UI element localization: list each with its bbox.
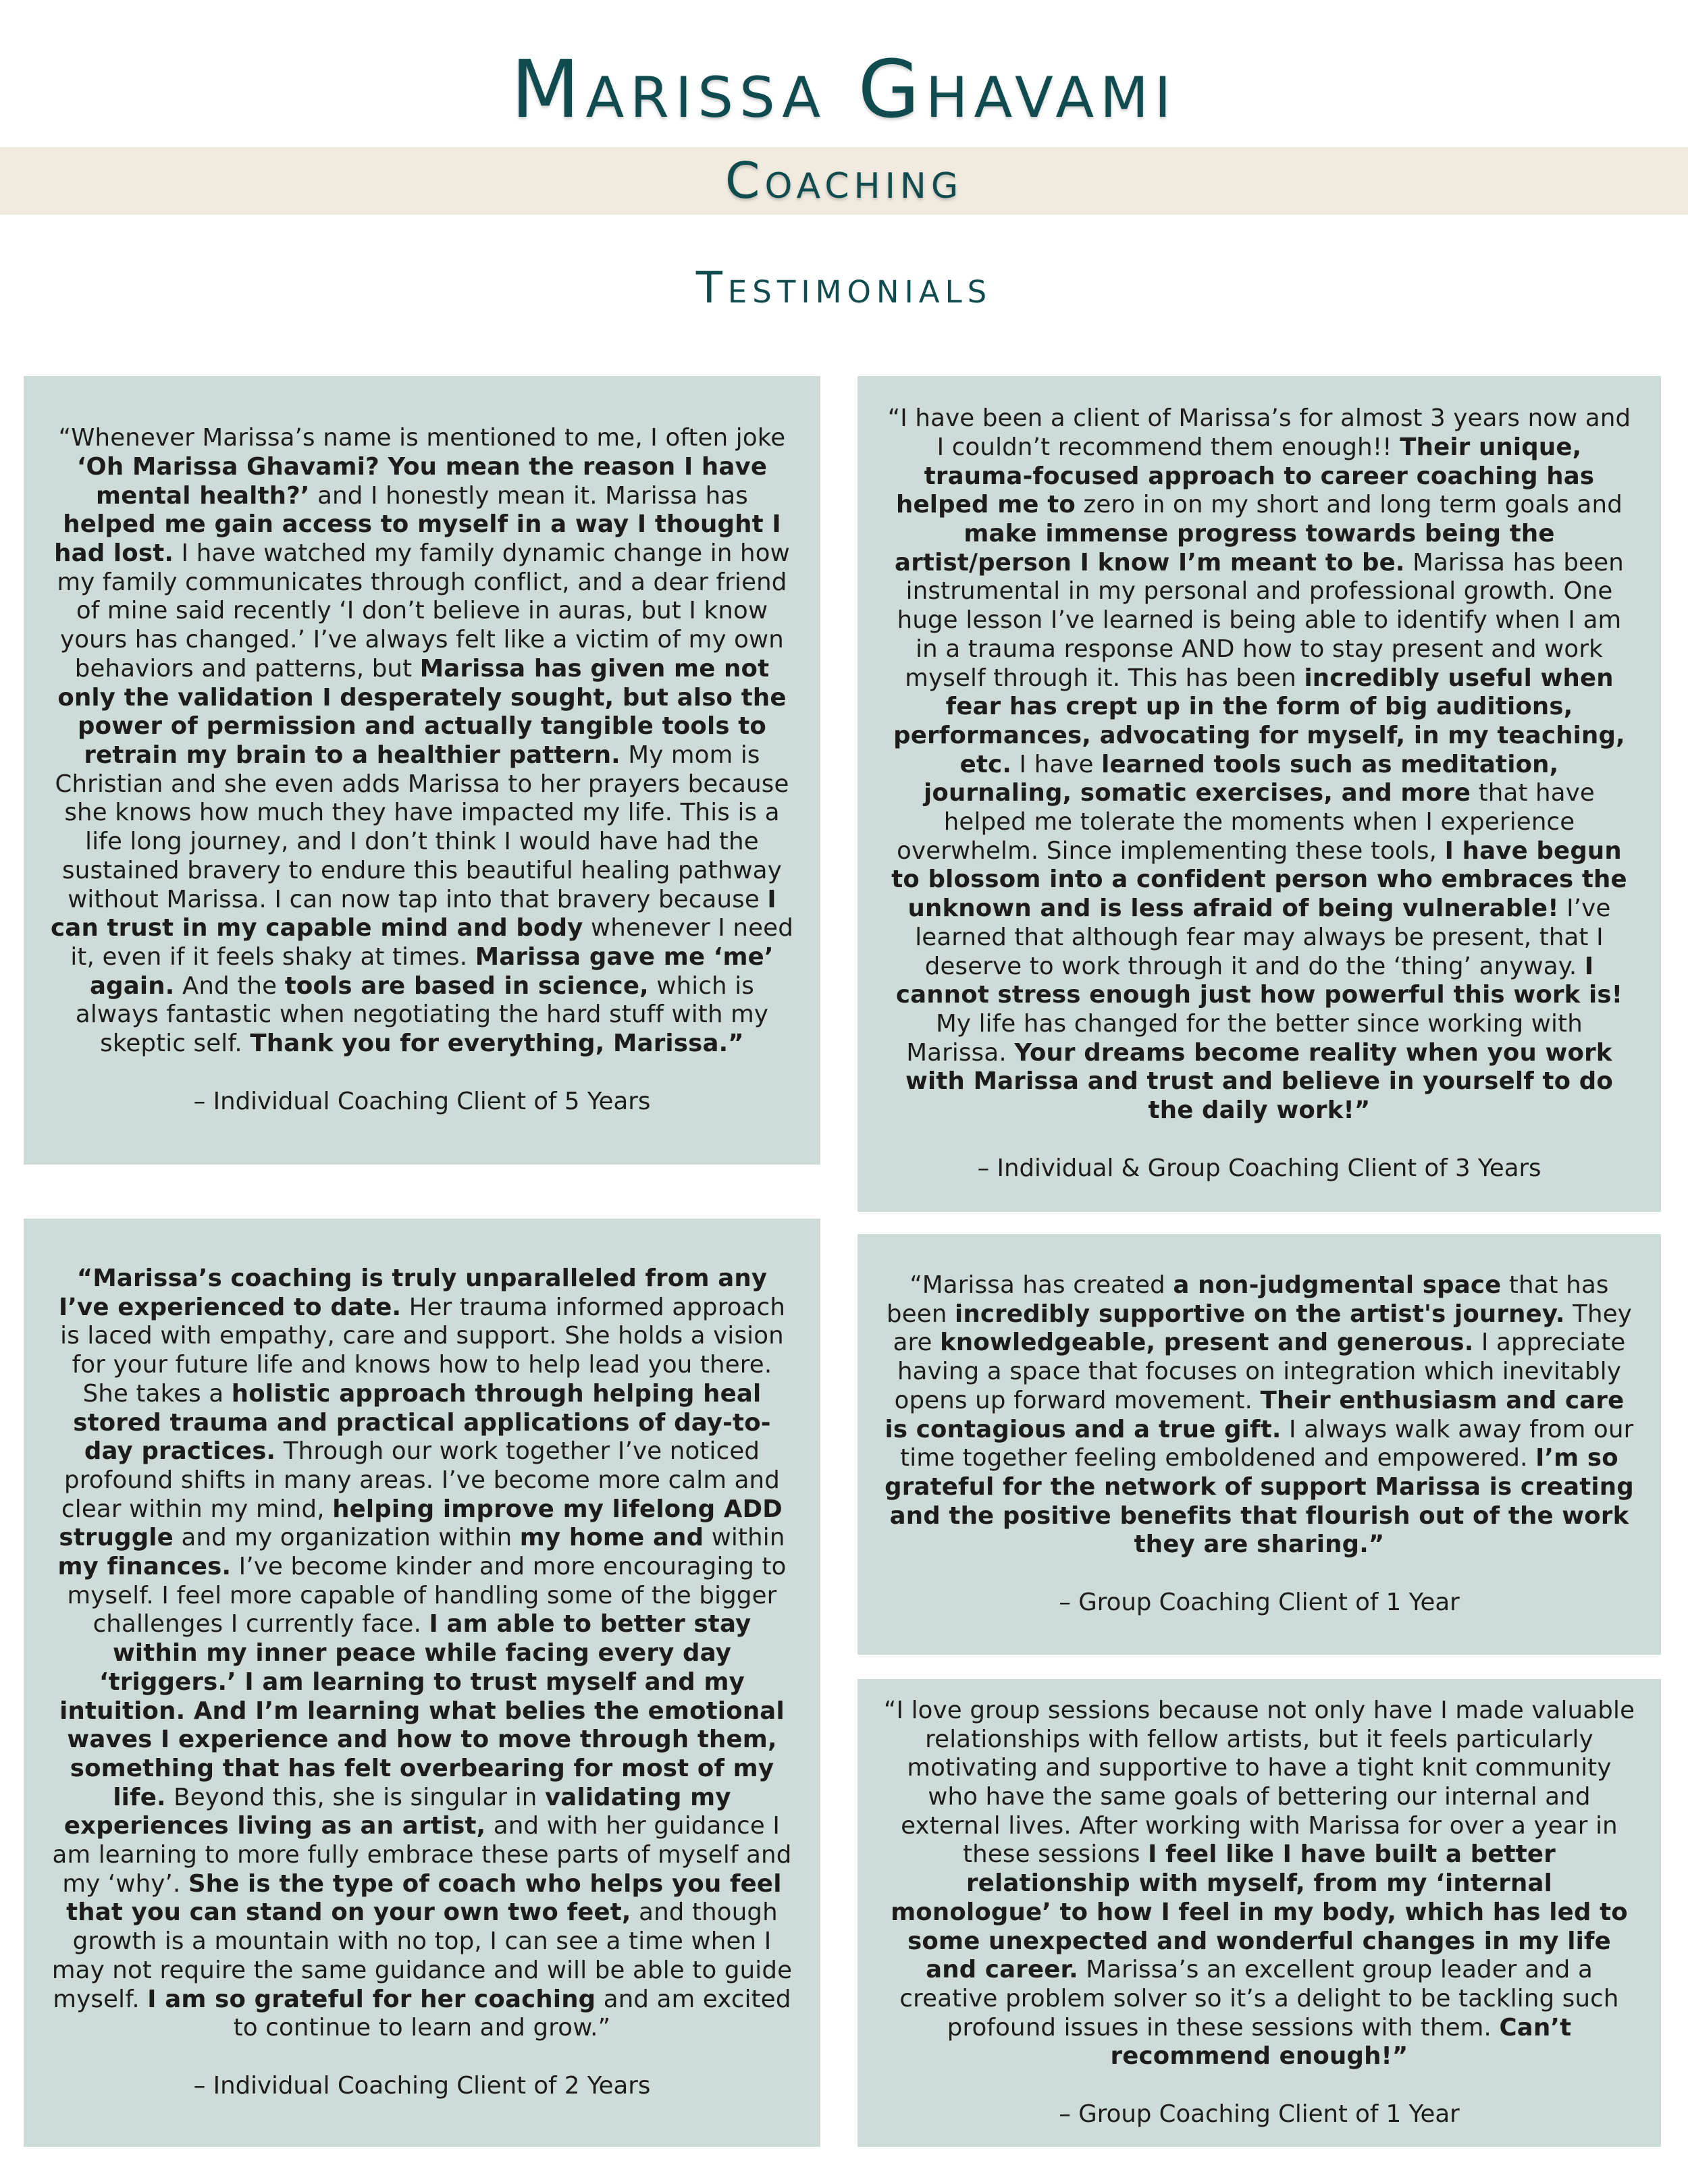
quote-emphasis: I am able to better stay within my inner peace while facing every day ‘triggers.’ I am learning to trust myself and my intuition. And I’m learning what belies the emotional waves I experience and how to move through them, something that has felt overbearing for most of my life. xyxy=(59,1610,785,1811)
quote-text: and though growth is a mountain with no top, I can see a time when I may not require the same guidance and will be able to guide myself. xyxy=(51,1898,793,2013)
testimonial-quote xyxy=(883,1697,1635,2071)
quote-emphasis: a non-judgmental space xyxy=(1173,1271,1502,1299)
quote-text: within xyxy=(704,1524,785,1552)
quote-emphasis: I can trust in my capable mind and body xyxy=(51,885,776,942)
quote-emphasis: I am so grateful for her coaching xyxy=(147,1985,596,2013)
quote-text: Through our work together I’ve noticed profound shifts in many areas. I’ve become more calm and clear within my mind, xyxy=(61,1437,780,1523)
quote-text: I always walk away from our time together feeling emboldened and empowered. xyxy=(900,1415,1634,1472)
quote-text: Beyond this, she is singular in xyxy=(165,1783,545,1811)
quote-emphasis: I feel like I have built a better relationship with myself, from my ‘internal monologue’ to how I feel in my body, which has led to some unexpected and wonderful changes in my life and career. xyxy=(891,1840,1628,1984)
quote-emphasis: incredibly supportive on the artist's journey. xyxy=(955,1300,1565,1328)
testimonial-quote xyxy=(49,424,795,1058)
quote-emphasis: Marissa has given me not only the validation I desperately sought, but also the power of permission and actually tangible tools to retrain my brain to a healthier pattern. xyxy=(57,654,787,769)
quote-text: I’ve learned that although fear may always be present, that I deserve to work through it and do the ‘thing’ anyway. xyxy=(915,895,1611,980)
quote-text: Marissa has been instrumental in my personal and professional growth. One huge lesson I’ve learned is being able to identify when I am in a trauma response AND how to stay present and work myself through it. This has been xyxy=(897,548,1624,692)
quote-text: I have xyxy=(1011,750,1102,778)
quote-emphasis: I cannot stress enough just how powerful this work is! xyxy=(895,952,1623,1009)
quote-text: and am excited to continue to learn and grow.” xyxy=(233,1985,791,2042)
quote-text: I’ve become kinder and more encouraging to myself. I feel more capable of handling some of the bigger challenges I currently face. xyxy=(67,1553,787,1639)
quote-emphasis: my finances. xyxy=(57,1553,232,1581)
quote-emphasis: tools are based in science, xyxy=(284,971,649,1000)
testimonial-quote xyxy=(883,404,1635,1125)
quote-text: which is always fantastic when negotiating the hard stuff with my skeptic self. xyxy=(75,971,769,1058)
quote-emphasis: Your dreams become reality when you work with Marissa and trust and believe in yourself to do the daily work!” xyxy=(905,1038,1613,1125)
quote-text: I appreciate having a space that focuses on integration which inevitably opens up forward movement. xyxy=(894,1329,1626,1414)
quote-emphasis: make immense progress towards being the artist/person I know I’m meant to be. xyxy=(895,520,1555,577)
quote-text: “I have been a client of Marissa’s for almost 3 years now and I couldn’t recommend them enough!! xyxy=(887,404,1631,461)
quote-text: Her trauma informed approach is laced with empathy, care and support. She holds a vision for your future life and knows how to help lead you there. She takes a xyxy=(60,1293,786,1408)
quote-text: And the xyxy=(174,971,285,1000)
testimonial-card xyxy=(858,1234,1661,1655)
testimonial-attribution: – Individual Coaching Client of 5 Years xyxy=(193,1087,651,1115)
quote-emphasis: my home and xyxy=(519,1524,704,1552)
quote-text: zero in on my short and long term goals and xyxy=(1076,491,1623,519)
quote-text: My mom is Christian and she even adds Marissa to her prayers because she knows how much they have impacted my life. This is a life long journey, and I don’t think I would have had the sustained bravery to endure this beautiful healing pathway without Marissa. I can now tap into that bravery because xyxy=(55,741,789,913)
quote-emphasis: Marissa gave me ‘me’ again. xyxy=(90,942,774,1000)
quote-text: and with her guidance I am learning to more fully embrace these parts of myself and my ‘why’. xyxy=(52,1812,792,1898)
quote-emphasis: I’m so grateful for the network of support Marissa is creating and the positive benefits that flourish out of the work they are sharing.” xyxy=(885,1444,1634,1559)
brand-name: Marissa Ghavami xyxy=(510,43,1178,136)
quote-text: They are xyxy=(893,1300,1632,1357)
quote-emphasis: validating my experiences living as an artist, xyxy=(63,1783,731,1840)
quote-emphasis: knowledgeable, present and generous. xyxy=(940,1329,1474,1357)
quote-text: and I honestly mean it. Marissa has xyxy=(309,481,748,510)
quote-text: My life has changed for the better since working with Marissa. xyxy=(906,1009,1583,1067)
quote-emphasis: ‘Oh Marissa Ghavami? You mean the reason I have mental health?’ xyxy=(76,452,768,510)
quote-emphasis: helping improve my lifelong ADD struggle xyxy=(59,1495,783,1552)
quote-emphasis: “Marissa’s coaching is truly unparalleled from any I’ve experienced to date. xyxy=(58,1264,768,1321)
testimonial-attribution: – Group Coaching Client of 1 Year xyxy=(1059,1589,1460,1617)
quote-text: and my organization within xyxy=(173,1524,520,1552)
quote-text: “I love group sessions because not only have I made valuable relationships with fellow artists, but it feels particularly motivating and supportive to have a tight knit community who have the same goals of bettering our internal and external lives. After working with Marissa for over a year in these sessions xyxy=(883,1696,1635,1869)
quote-emphasis: holistic approach through helping heal stored trauma and practical applications of day-to-day practices. xyxy=(73,1379,771,1466)
testimonial-card xyxy=(24,1219,820,2147)
brand-subtitle: Coaching xyxy=(724,152,964,210)
testimonial-card xyxy=(858,376,1661,1212)
quote-text: whenever I need it, even if it feels shaky at times. xyxy=(70,914,793,971)
testimonial-attribution: – Group Coaching Client of 1 Year xyxy=(1059,2100,1460,2129)
quote-text: that has been xyxy=(887,1271,1609,1328)
quote-text: I have watched my family dynamic change in how my family communicates through conflict, and a dear friend of mine said recently ‘I don’t believe in auras, but I know yours has changed.’ I’ve always felt like a victim of my own behaviors and patterns, but xyxy=(57,539,790,683)
quote-emphasis: Thank you for everything, Marissa.” xyxy=(250,1030,744,1058)
quote-text: “Marissa has created xyxy=(909,1271,1173,1299)
quote-emphasis: She is the type of coach who helps you feel that you can stand on your own two feet, xyxy=(66,1869,782,1927)
quote-text: “Whenever Marissa’s name is mentioned to me, I often joke xyxy=(58,424,786,452)
quote-emphasis: learned tools such as meditation, journaling, somatic exercises, and more xyxy=(924,750,1559,807)
testimonial-attribution: – Individual Coaching Client of 2 Years xyxy=(193,2071,651,2100)
testimonial-card xyxy=(24,376,820,1165)
testimonial-quote xyxy=(883,1271,1635,1560)
quote-emphasis: helped me gain access to myself in a way I thought I had lost. xyxy=(54,510,781,568)
page-title: Testimonials xyxy=(695,263,993,313)
quote-emphasis: I have begun to blossom into a confident person who embraces the unknown and is less afraid of being vulnerable! xyxy=(891,836,1627,923)
testimonial-attribution: – Individual & Group Coaching Client of 3 Years xyxy=(977,1154,1541,1182)
testimonial-quote xyxy=(49,1264,795,2043)
quote-text: Marissa’s an excellent group leader and a creative problem solver so it’s a delight to be tackling such profound issues in these sessions with them. xyxy=(899,1956,1619,2042)
quote-emphasis: Can’t recommend enough!” xyxy=(1110,2013,1572,2071)
quote-emphasis: incredibly useful when fear has crept up in the form of big auditions, performances, advocating for myself, in my teaching, etc. xyxy=(893,664,1625,778)
testimonial-card xyxy=(858,1679,1661,2147)
quote-text: that have helped me tolerate the moments when I experience overwhelm. Since implementing these tools, xyxy=(897,779,1595,865)
quote-emphasis: Their unique, trauma-focused approach to career coaching has helped me to xyxy=(896,433,1595,519)
quote-emphasis: Their enthusiasm and care is contagious and a true gift. xyxy=(885,1386,1625,1443)
